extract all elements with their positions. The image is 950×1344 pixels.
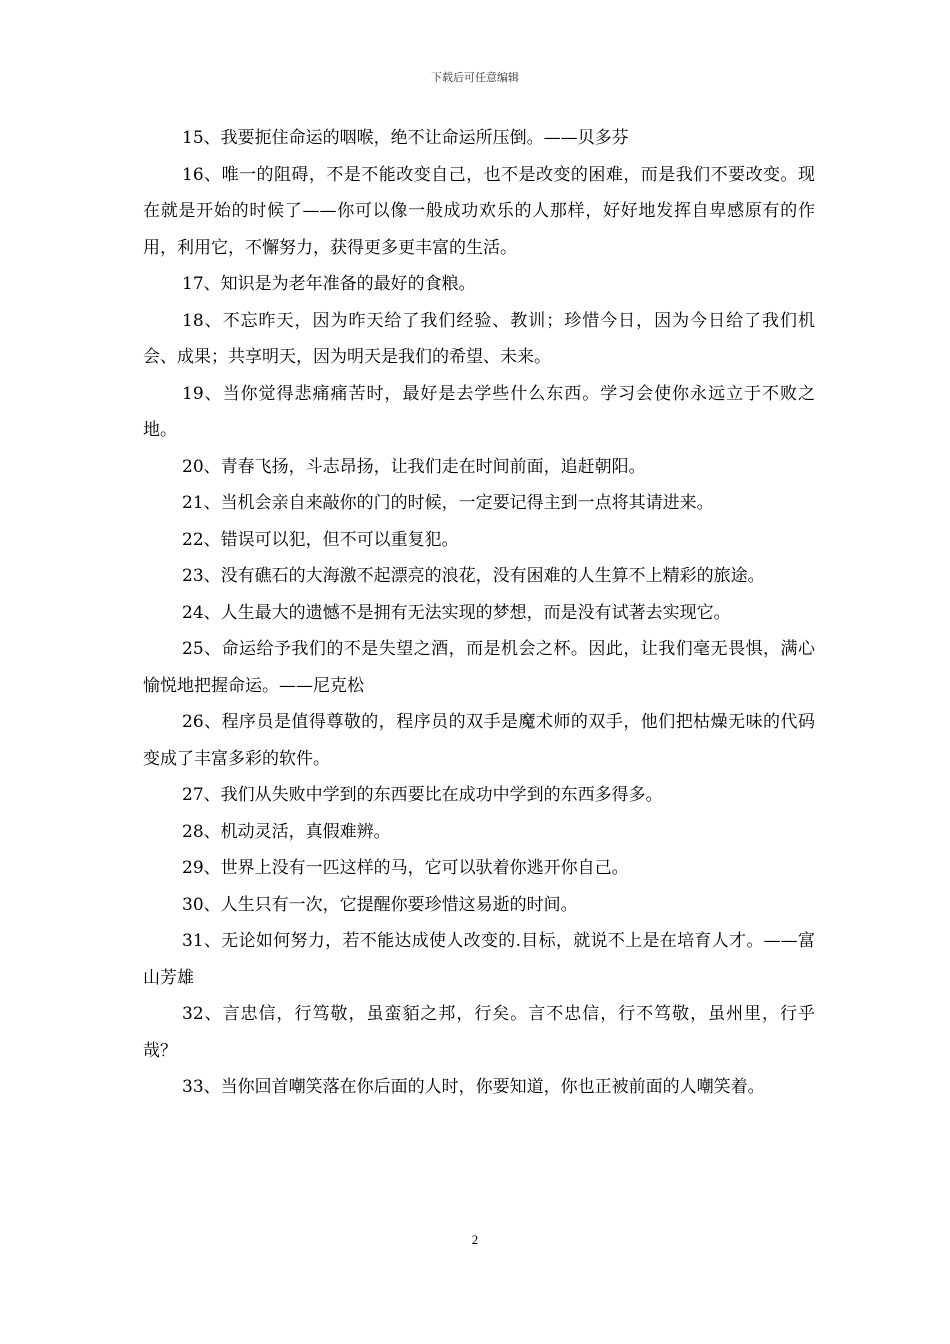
quote-paragraph-31: 31、无论如何努力，若不能达成使人改变的.目标，就说不上是在培育人才。——富山芳雄 <box>143 931 815 988</box>
quote-paragraph-23: 23、没有礁石的大海激不起漂亮的浪花，没有困难的人生算不上精彩的旅途。 <box>182 566 765 586</box>
quote-paragraph-30: 30、人生只有一次，它提醒你要珍惜这易逝的时间。 <box>182 894 578 915</box>
quote-paragraph-29: 29、世界上没有一匹这样的马，它可以驮着你逃开你自己。 <box>182 858 629 878</box>
quote-paragraph-32: 32、言忠信，行笃敬，虽蛮貊之邦，行矣。言不忠信，行不笃敬，虽州里，行乎哉？ <box>143 1004 815 1061</box>
quote-paragraph-17: 17、知识是为老年准备的最好的食粮。 <box>182 274 476 294</box>
quote-paragraph-21: 21、当机会亲自来敲你的门的时候，一定要记得主到一点将其请进来。 <box>182 493 714 513</box>
quote-paragraph-15: 15、我要扼住命运的咽喉，绝不让命运所压倒。——贝多芬 <box>182 128 629 148</box>
quote-paragraph-19: 19、当你觉得悲痛痛苦时，最好是去学些什么东西。学习会使你永远立于不败之地。 <box>143 383 815 440</box>
quote-paragraph-16: 16、唯一的阻碍，不是不能改变自己，也不是改变的困难，而是我们不要改变。现在就是开始的时候了——你可以像一般成功欢乐的人那样，好好地发挥自卑感原有的作用，利用它，不懈努力，获得更多更丰富的生活。 <box>143 164 815 258</box>
page-number: 2 <box>471 1232 479 1247</box>
quote-paragraph-18: 18、不忘昨天，因为昨天给了我们经验、教训；珍惜今日，因为今日给了我们机会、成果；共享明天，因为明天是我们的希望、未来。 <box>143 310 815 367</box>
page-header: 下载后可任意编辑 <box>431 71 519 84</box>
quote-paragraph-20: 20、青春飞扬，斗志昂扬，让我们走在时间前面，追赶朝阳。 <box>182 456 646 477</box>
quote-paragraph-28: 28、机动灵活，真假难辨。 <box>182 821 391 842</box>
quote-paragraph-26: 26、程序员是值得尊敬的，程序员的双手是魔术师的双手，他们把枯燥无味的代码变成了丰富多彩的软件。 <box>143 712 815 769</box>
quote-paragraph-24: 24、人生最大的遗憾不是拥有无法实现的梦想，而是没有试著去实现它。 <box>182 602 731 623</box>
quote-paragraph-22: 22、错误可以犯，但不可以重复犯。 <box>182 529 459 550</box>
quote-paragraph-25: 25、命运给予我们的不是失望之酒，而是机会之杯。因此，让我们毫无畏惧，满心愉悦地把握命运。——尼克松 <box>143 639 815 696</box>
quote-paragraph-27: 27、我们从失败中学到的东西要比在成功中学到的东西多得多。 <box>182 785 663 805</box>
document-body <box>143 120 815 1106</box>
quote-paragraph-33: 33、当你回首嘲笑落在你后面的人时，你要知道，你也正被前面的人嘲笑着。 <box>182 1077 765 1097</box>
